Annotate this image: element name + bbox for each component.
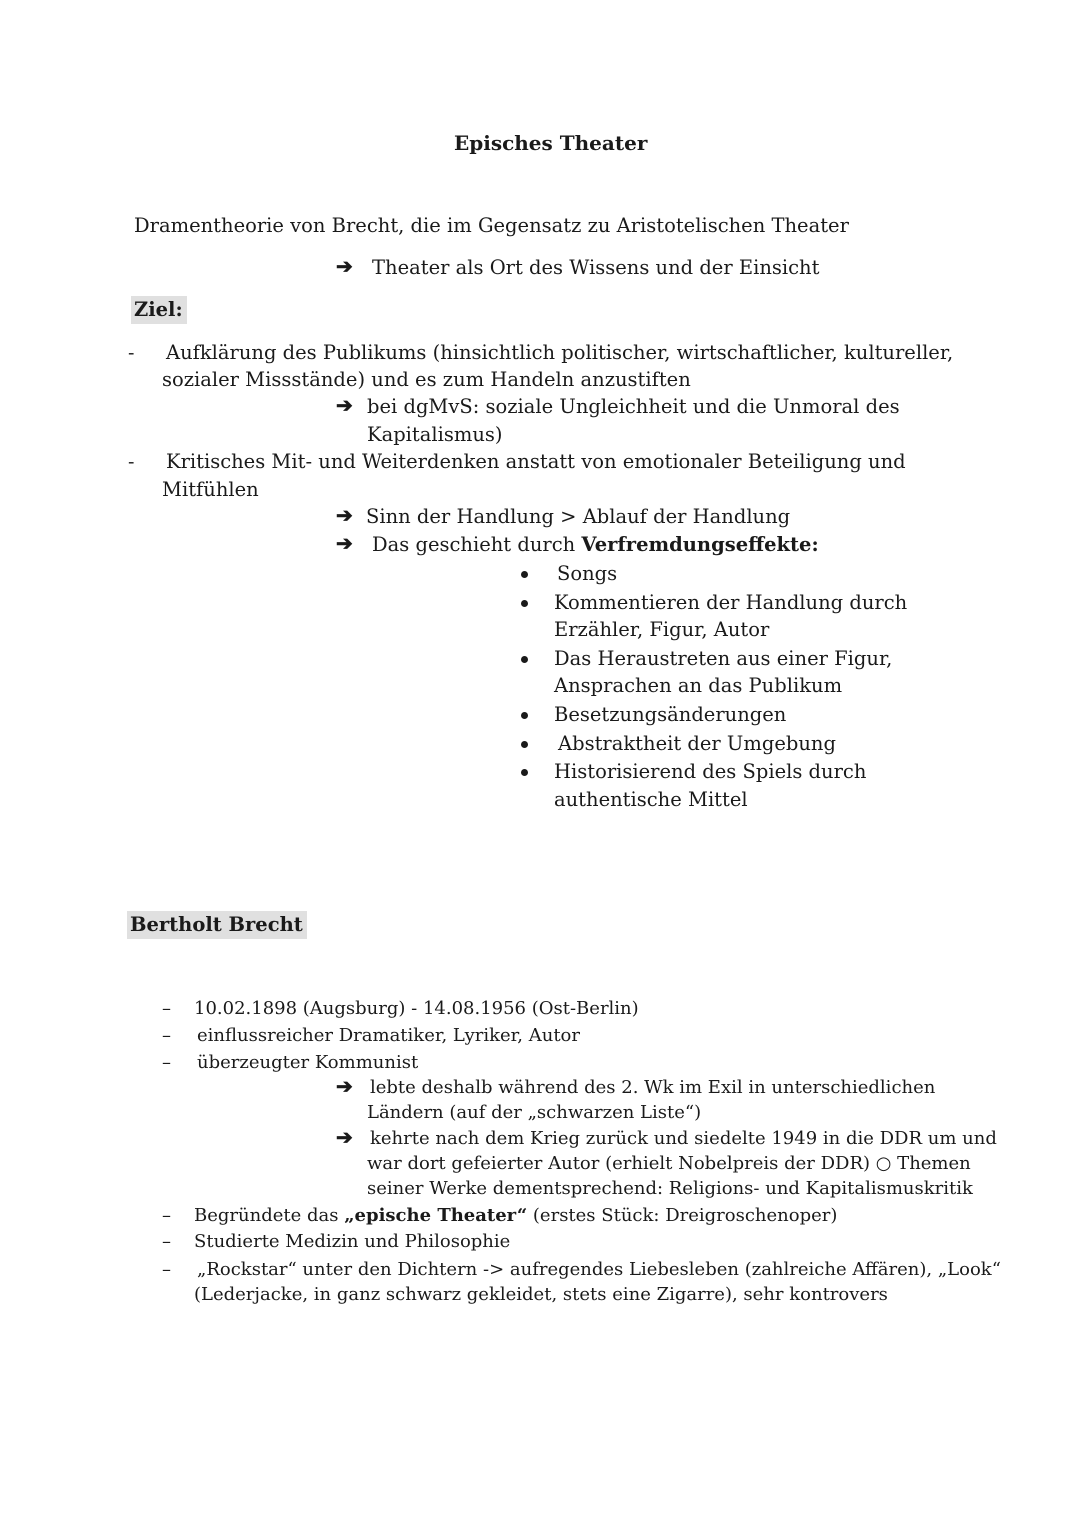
bullet-kommentieren-line1: Kommentieren der Handlung durch [554, 591, 908, 614]
bullet-kommentieren-line2: Erzähler, Figur, Autor [554, 618, 770, 641]
brecht-heading: Bertholt Brecht [127, 911, 307, 939]
ziel-item1-arrow-line2: Kapitalismus) [367, 423, 503, 446]
brecht-arrow2-line1: kehrte nach dem Krieg zurück und siedelte 1949 in die DDR um und [370, 1128, 997, 1149]
ziel-item2-line1: Kritisches Mit- und Weiterdenken anstatt von emotionaler Beteiligung und [166, 450, 906, 473]
dash-bullet: – [162, 1025, 171, 1046]
ziel-item2-arrow2: Das geschieht durch Verfremdungseffekte: [372, 533, 819, 556]
arrow-right-icon: ➔ [336, 1074, 353, 1098]
brecht-rockstar-line2: (Lederjacke, in ganz schwarz gekleidet, stets eine Zigarre), sehr kontrovers [194, 1284, 888, 1305]
brecht-founded: Begründete das „epische Theater“ (erstes Stück: Dreigroschenoper) [194, 1205, 838, 1226]
dash-bullet: – [162, 1052, 171, 1073]
brecht-arrow1-line2: Ländern (auf der „schwarzen Liste“) [367, 1102, 702, 1123]
bullet-dot [521, 571, 528, 578]
brecht-arrow2-line2: war dort gefeierter Autor (erhielt Nobelpreis der DDR) ○ Themen [367, 1153, 971, 1174]
brecht-rockstar-line1: „Rockstar“ unter den Dichtern -> aufregendes Liebesleben (zahlreiche Affären), „Look“ [197, 1259, 1001, 1280]
bullet-dot [521, 600, 528, 607]
dash-bullet: – [162, 1259, 171, 1280]
brecht-communist: überzeugter Kommunist [197, 1052, 419, 1073]
bullet-historisierend-line2: authentische Mittel [554, 788, 748, 811]
brecht-arrow2-line3: seiner Werke dementsprechend: Religions- und Kapitalismuskritik [367, 1178, 973, 1199]
brecht-arrow1-line1: lebte deshalb während des 2. Wk im Exil in unterschiedlichen [370, 1077, 936, 1098]
arrow-right-icon: ➔ [336, 503, 353, 527]
arrow-right-icon: ➔ [336, 1125, 353, 1149]
arrow-right-icon: ➔ [336, 393, 353, 417]
bullet-dot [521, 741, 528, 748]
dash-bullet: - [128, 451, 135, 473]
intro-line: Dramentheorie von Brecht, die im Gegensatz zu Aristotelischen Theater [134, 214, 849, 237]
bullet-besetzung: Besetzungsänderungen [554, 703, 787, 726]
bullet-abstraktheit: Abstraktheit der Umgebung [558, 732, 836, 755]
dash-bullet: – [162, 1205, 171, 1226]
dash-bullet: - [128, 342, 135, 364]
ziel-item1-arrow-line1: bei dgMvS: soziale Ungleichheit und die Unmoral des [367, 395, 900, 418]
dash-bullet: – [162, 1231, 171, 1252]
page-title: Episches Theater [454, 131, 648, 155]
dash-bullet: – [162, 998, 171, 1019]
brecht-studied: Studierte Medizin und Philosophie [194, 1231, 511, 1252]
bullet-songs: Songs [557, 562, 618, 585]
ziel-item1-line1: Aufklärung des Publikums (hinsichtlich politischer, wirtschaftlicher, kultureller, [166, 341, 954, 364]
arrow-right-icon: ➔ [336, 254, 353, 278]
arrow-right-icon: ➔ [336, 531, 353, 555]
brecht-life: 10.02.1898 (Augsburg) - 14.08.1956 (Ost-Berlin) [194, 998, 639, 1019]
ziel-item2-line2: Mitfühlen [162, 478, 259, 501]
ziel-item1-line2: sozialer Missstände) und es zum Handeln anzustiften [162, 368, 691, 391]
bullet-historisierend-line1: Historisierend des Spiels durch [554, 760, 867, 783]
brecht-role: einflussreicher Dramatiker, Lyriker, Autor [197, 1025, 580, 1046]
ziel-heading: Ziel: [131, 296, 187, 324]
bullet-dot [521, 656, 528, 663]
intro-arrow-text: Theater als Ort des Wissens und der Einsicht [372, 256, 820, 279]
bullet-heraustreten-line1: Das Heraustreten aus einer Figur, [554, 647, 893, 670]
ziel-item2-arrow1: Sinn der Handlung > Ablauf der Handlung [366, 505, 791, 528]
bullet-dot [521, 712, 528, 719]
bullet-dot [521, 769, 528, 776]
bullet-heraustreten-line2: Ansprachen an das Publikum [554, 674, 843, 697]
